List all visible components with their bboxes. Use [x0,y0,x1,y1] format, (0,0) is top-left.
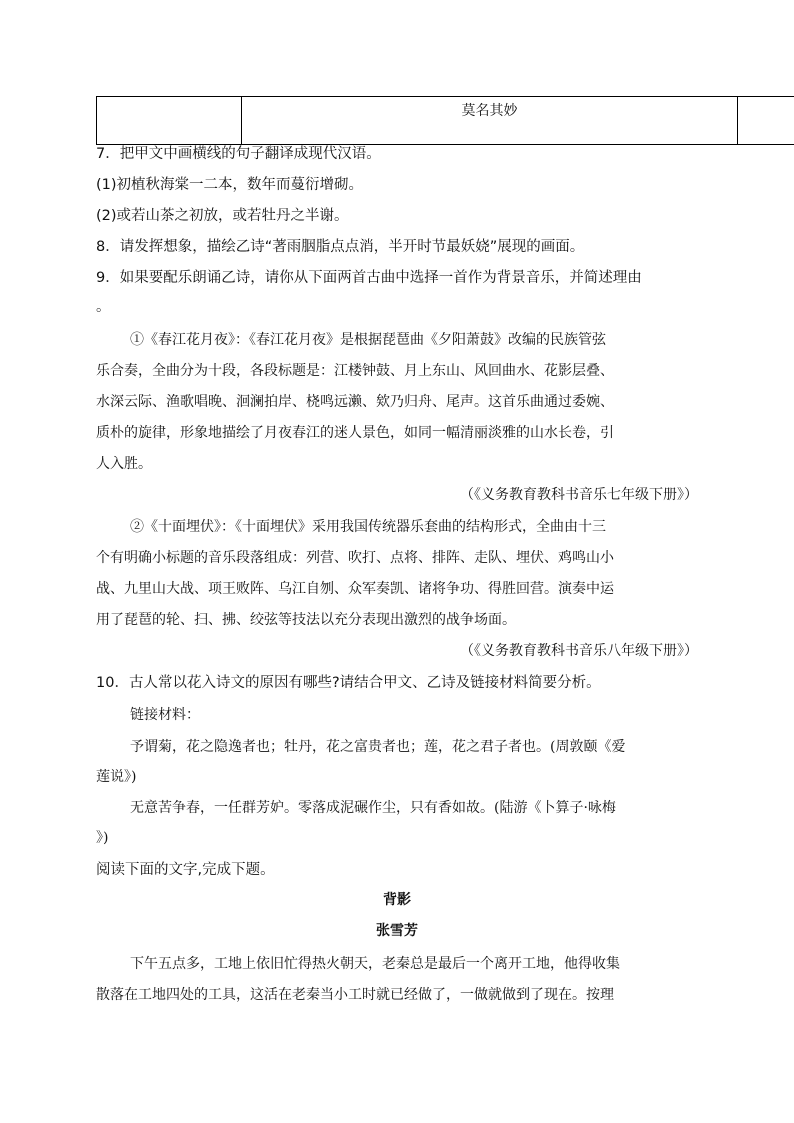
link-material-2-cont: 》) [96,830,109,846]
passage-author: 张雪芳 [376,923,418,939]
music-1-source: （《义务教育教科书音乐七年级下册》） [460,487,698,503]
question-10-prompt: 10．古人常以花入诗文的原因有哪些?请结合甲文、乙诗及链接材料简要分析。 [96,675,601,691]
music-2-line: 个有明确小标题的音乐段落组成：列营、吹打、点将、排阵、走队、埋伏、鸡鸣山小 [96,550,614,566]
music-2-source: （《义务教育教科书音乐八年级下册》） [460,643,698,659]
music-2-line: 用了琵琶的轮、扫、拂、绞弦等技法以充分表现出激烈的战争场面。 [96,612,516,628]
link-material-1-cont: 莲说》) [96,769,137,785]
passage-paragraph-line: 下午五点多，工地上依旧忙得热火朝天，老秦总是最后一个离开工地，他得收集 [130,956,620,972]
passage-paragraph-line: 散落在工地四处的工具，这活在老秦当小工时就已经做了，一做就做到了现在。按理 [96,987,614,1003]
table-cell-text: 莫名其妙 [242,97,738,145]
music-1-line: 乐合奏，全曲分为十段，各段标题是：江楼钟鼓、月上东山、风回曲水、花影层叠、 [96,363,614,379]
question-7-item-1: (1)初植秋海棠一二本，数年而蔓衍增砌。 [96,177,364,193]
reading-instruction: 阅读下面的文字,完成下题。 [96,862,275,878]
question-9-prompt: 9．如果要配乐朗诵乙诗，请你从下面两首古曲中选择一首作为背景音乐，并简述理由 [96,270,642,286]
music-1-line: 水深云际、渔歌唱晚、洄澜拍岸、桡鸣远濑、欸乃归舟、尾声。这首乐曲通过委婉、 [96,394,614,410]
question-7-prompt: 7．把甲文中画横线的句子翻译成现代汉语。 [96,146,381,162]
link-material-2: 无意苦争春，一任群芳妒。零落成泥碾作尘，只有香如故。(陆游《卜算子·咏梅 [130,800,616,816]
table-cell-empty [97,97,242,145]
music-1-line: 质朴的旋律，形象地描绘了月夜春江的迷人景色，如同一幅清丽淡雅的山水长卷，引 [96,425,614,441]
table-fragment [96,96,794,145]
question-8-prompt: 8．请发挥想象，描绘乙诗“著雨胭脂点点消，半开时节最妖娆”展现的画面。 [96,239,585,255]
passage-title: 背影 [383,892,411,908]
music-1-line: 人入胜。 [96,456,152,472]
link-material-1: 予谓菊，花之隐逸者也；牡丹，花之富贵者也；莲，花之君子者也。(周敦颐《爱 [130,739,626,755]
music-1-line: ①《春江花月夜》：《春江花月夜》是根据琵琶曲《夕阳萧鼓》改编的民族管弦 [130,332,606,348]
link-material-label: 链接材料： [130,707,200,723]
question-7-item-2: (2)或若山茶之初放，或若牡丹之半谢。 [96,208,349,224]
music-2-line: ②《十面埋伏》：《十面埋伏》采用我国传统器乐套曲的结构形式，全曲由十三 [130,519,606,535]
table-row [97,97,794,145]
question-9-prompt-cont: 。 [96,299,111,315]
music-2-line: 战、九里山大战、项王败阵、乌江自刎、众军奏凯、诸将争功、得胜回营。演奏中运 [96,581,614,597]
table-cell-empty [738,97,794,145]
